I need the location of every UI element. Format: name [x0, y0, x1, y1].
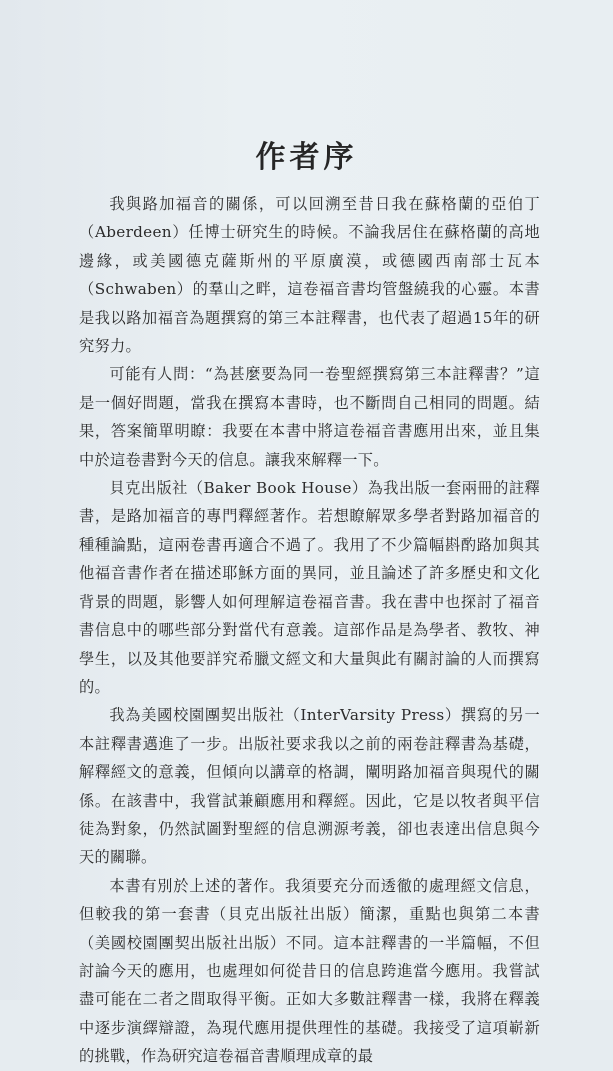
- paragraph-1: 我與路加福音的關係，可以回溯至昔日我在蘇格蘭的亞伯丁（Aberdeen）任博士研究生的時候。不論我居住在蘇格蘭的高地邊緣，或美國德克薩斯州的平原廣漠，或德國西南部士瓦本（Schwaben）的羣山之畔，這卷福音書均管盤繞我的心靈。本書是我以路加福音為題撰寫的第三本註釋書，也代表了超過15年的研究努力。: [79, 195, 540, 356]
- paragraph-4: 我為美國校園團契出版社（InterVarsity Press）撰寫的另一本註釋書邁進了一步。出版社要求我以之前的兩卷註釋書為基礎，解釋經文的意義，但傾向以講章的格調，闡明路加福音與現代的關係。在該書中，我嘗試兼顧應用和釋經。因此，它是以牧者與平信徒為對象，仍然試圖對聖經的信息溯源考義，卻也表達出信息與今天的關聯。: [79, 706, 540, 867]
- paragraph-5: 本書有別於上述的著作。我須要充分而透徹的處理經文信息，但較我的第一套書（貝克出版社出版）簡潔，重點也與第二本書（美國校園團契出版社出版）不同。這本註釋書的一半篇幅，不但討論今天的應用，也處理如何從昔日的信息跨進當今應用。我嘗試盡可能在二者之間取得平衡。正如大多數註釋書一樣，我將在釋義中逐步演繹辯證，為現代應用提供理性的基礎。我接受了這項嶄新的挑戰，作為研究這卷福音書順理成章的最: [79, 876, 540, 1066]
- page-title: 作者序: [255, 140, 358, 176]
- preface-body: [79, 190, 540, 1071]
- paragraph-3: 貝克出版社（Baker Book House）為我出版一套兩冊的註釋書，是路加福音的專門釋經著作。若想瞭解眾多學者對路加福音的種種論點，這兩卷書再適合不過了。我用了不少篇幅斟酌路加與其他福音書作者在描述耶穌方面的異同，並且論述了許多歷史和文化背景的問題，影響人如何理解這卷福音書。我在書中也探討了福音書信息中的哪些部分對當代有意義。這部作品是為學者、教牧、神學生，以及其他要詳究希臘文經文和大量與此有關討論的人而撰寫的。: [79, 479, 540, 696]
- paragraph-2: 可能有人問：“為甚麼要為同一卷聖經撰寫第三本註釋書？”這是一個好問題，當我在撰寫本書時，也不斷問自己相同的問題。結果，答案簡單明瞭：我要在本書中將這卷福音書應用出來，並且集中於這卷書對今天的信息。讓我來解釋一下。: [79, 365, 540, 469]
